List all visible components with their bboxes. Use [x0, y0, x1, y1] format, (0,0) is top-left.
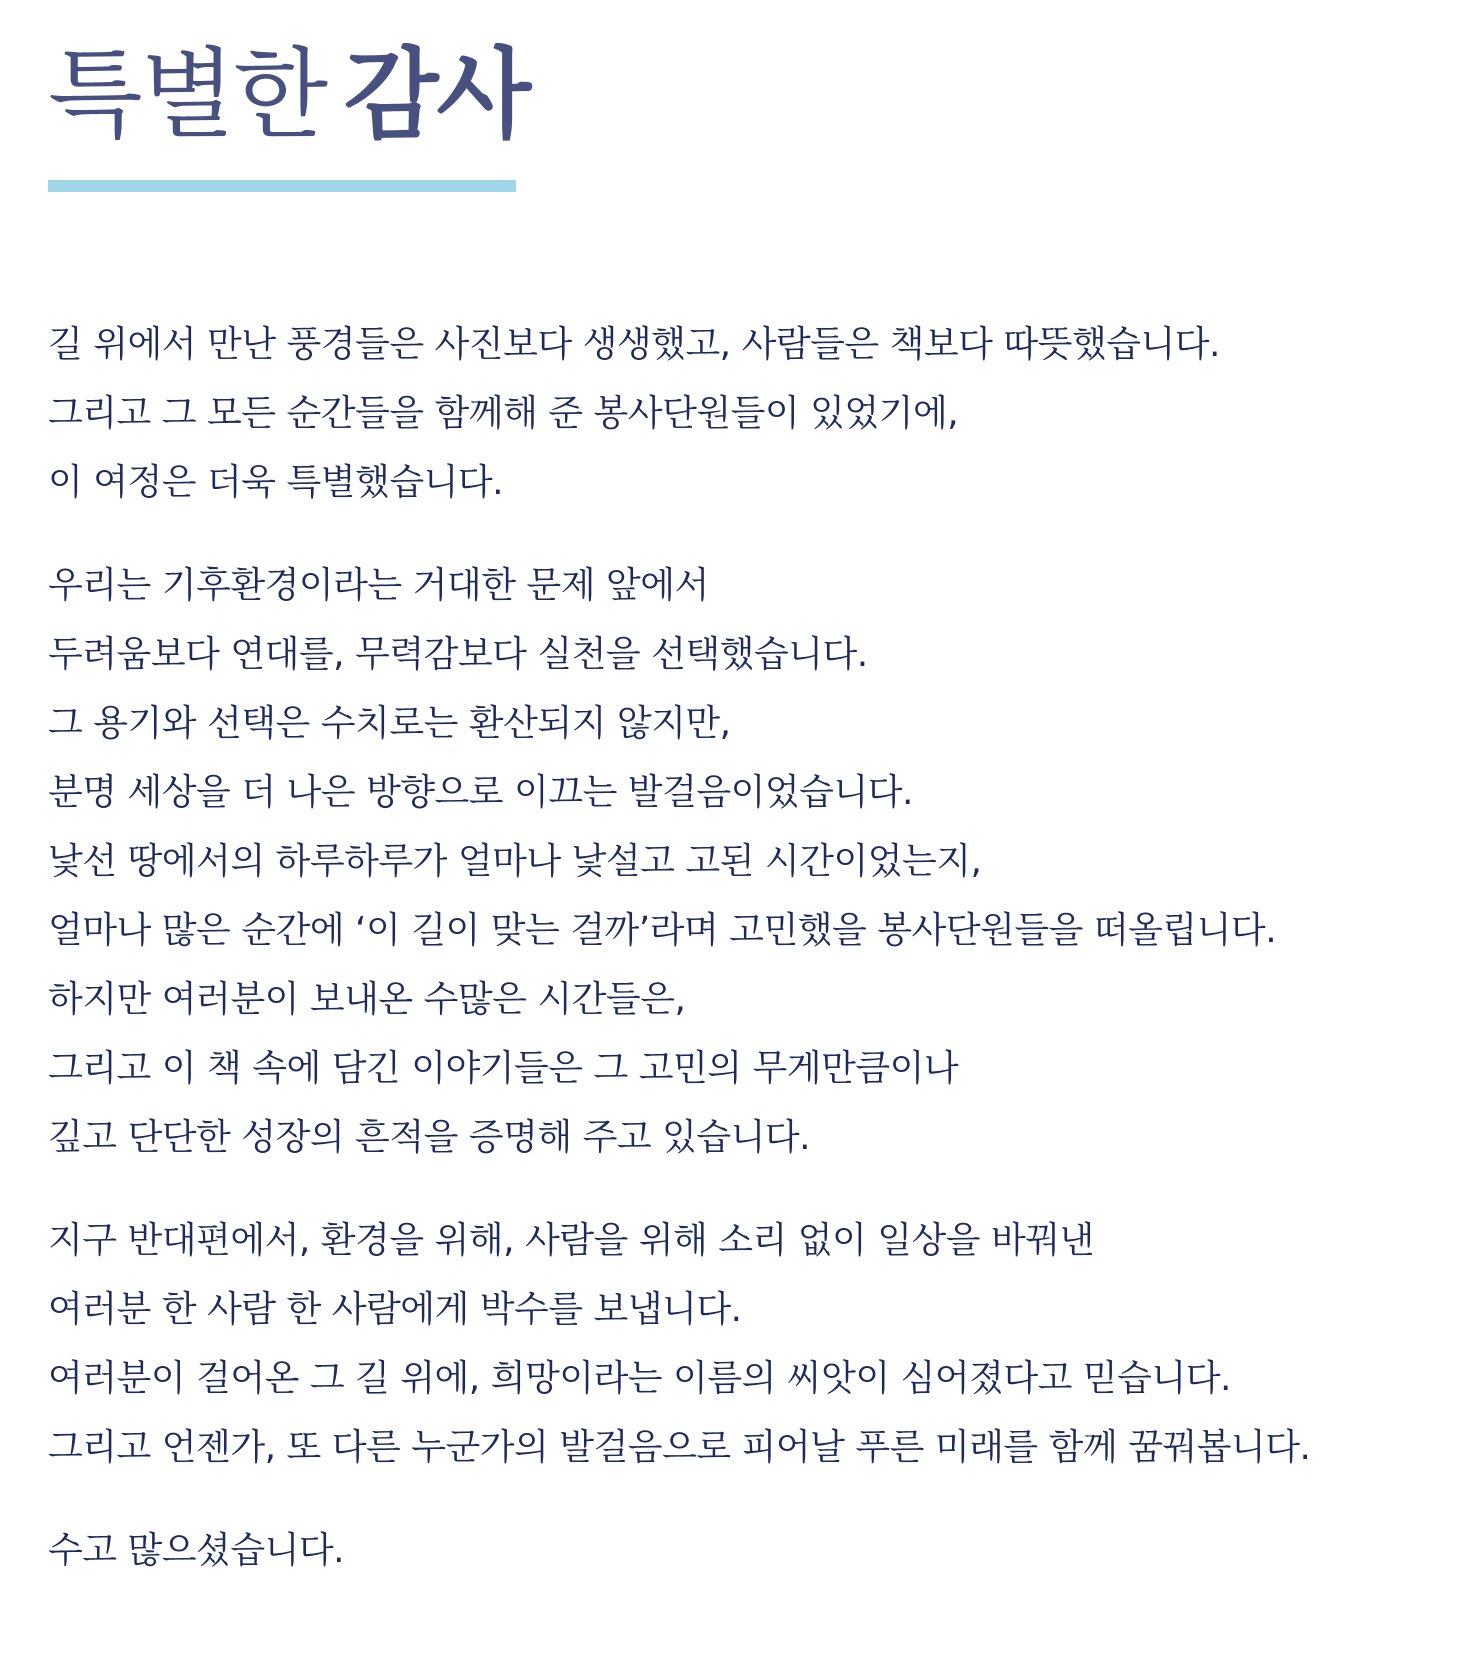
text-line: 낯선 땅에서의 하루하루가 얼마나 낯설고 고된 시간이었는지,: [48, 840, 982, 882]
paragraph-4: [48, 1516, 1448, 1585]
paragraph-1: [48, 310, 1448, 517]
paragraph-2: [48, 551, 1448, 1172]
text-line: 그리고 이 책 속에 담긴 이야기들은 그 고민의 무게만큼이나: [48, 1047, 959, 1089]
text-line: 얼마나 많은 순간에 ‘이 길이 맞는 걸까’라며 고민했을 봉사단원들을 떠올립니다.: [48, 909, 1277, 951]
text-line: 여러분이 걸어온 그 길 위에, 희망이라는 이름의 씨앗이 심어졌다고 믿습니다.: [48, 1357, 1231, 1399]
text-line: 그 용기와 선택은 수치로는 환산되지 않지만,: [48, 702, 731, 744]
text-line: 깊고 단단한 성장의 흔적을 증명해 주고 있습니다.: [48, 1116, 811, 1158]
text-line: 이 여정은 더욱 특별했습니다.: [48, 461, 504, 503]
text-line: 여러분 한 사람 한 사람에게 박수를 보냅니다.: [48, 1288, 742, 1330]
text-line: 길 위에서 만난 풍경들은 사진보다 생생했고, 사람들은 책보다 따뜻했습니다.: [48, 323, 1220, 365]
text-line: 하지만 여러분이 보내온 수많은 시간들은,: [48, 978, 686, 1020]
title-regular: 특별한: [48, 38, 327, 152]
closing-line: 수고 많으셨습니다.: [48, 1529, 345, 1571]
text-line: 그리고 그 모든 순간들을 함께해 준 봉사단원들이 있었기에,: [48, 392, 959, 434]
text-line: 두려움보다 연대를, 무력감보다 실천을 선택했습니다.: [48, 633, 868, 675]
text-line: 분명 세상을 더 나은 방향으로 이끄는 발걸음이었습니다.: [48, 771, 913, 813]
text-line: 우리는 기후환경이라는 거대한 문제 앞에서: [48, 564, 709, 606]
letter-body: [48, 310, 1448, 1585]
text-line: 그리고 언젠가, 또 다른 누군가의 발걸음으로 피어날 푸른 미래를 함께 꿈꿔봅니다.: [48, 1426, 1311, 1468]
text-line: 지구 반대편에서, 환경을 위해, 사람을 위해 소리 없이 일상을 바꿔낸: [48, 1219, 1094, 1261]
paragraph-3: [48, 1206, 1448, 1482]
page-title: [48, 38, 1448, 152]
title-bold: 감사: [344, 38, 530, 152]
title-underline: [48, 180, 516, 192]
letter-page: [48, 38, 1448, 1619]
